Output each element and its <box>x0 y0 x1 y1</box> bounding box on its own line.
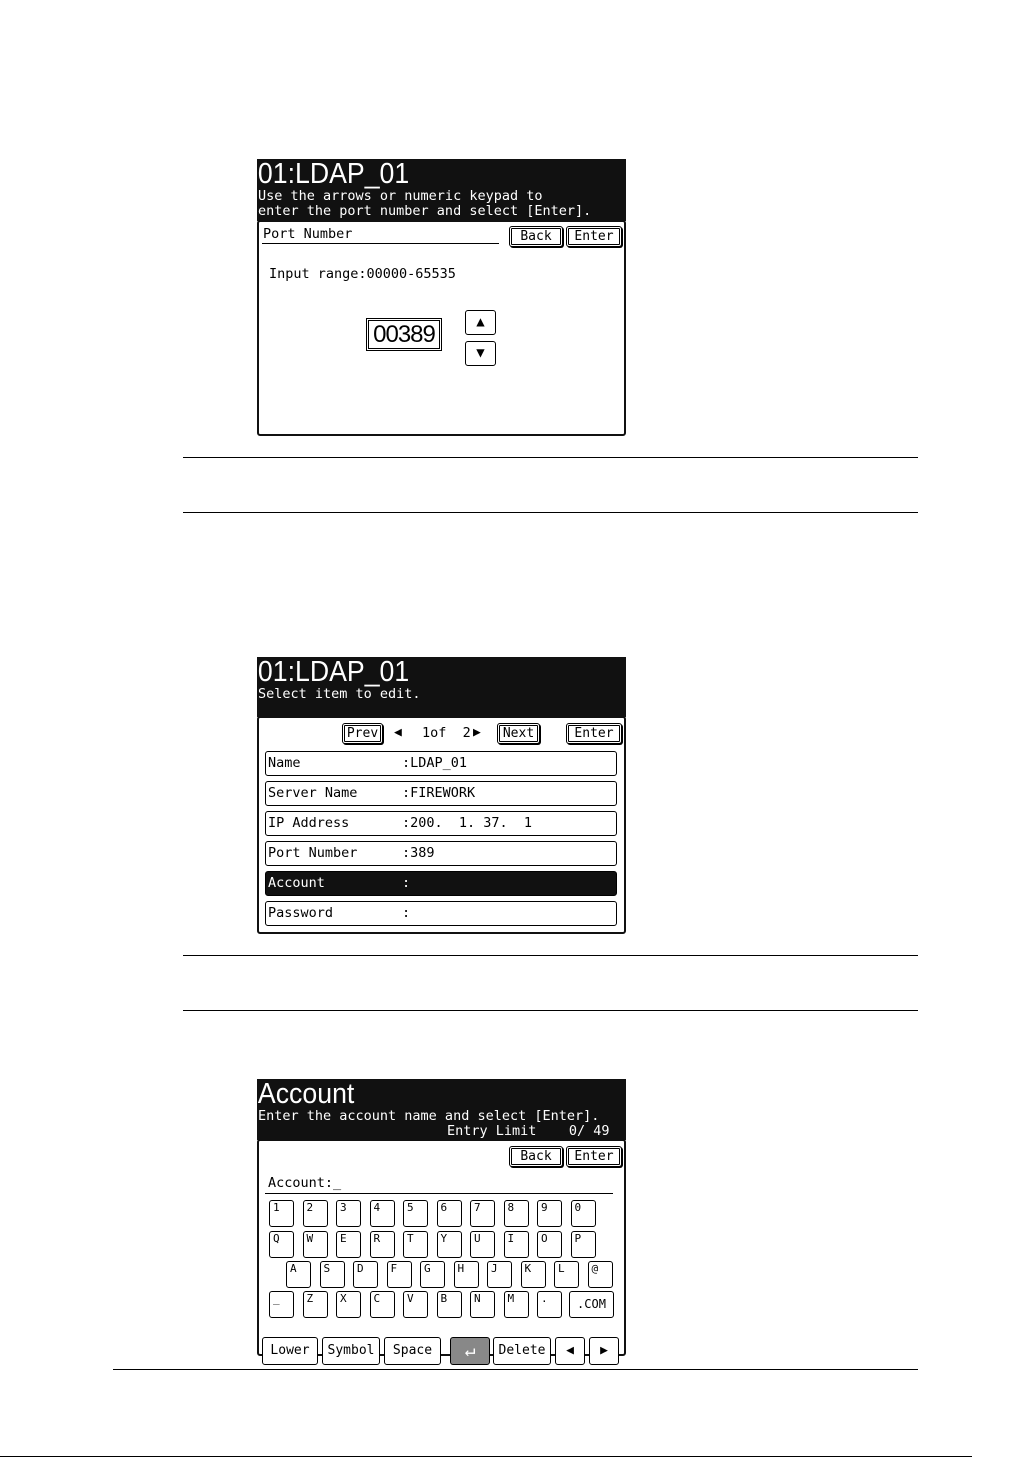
screen-header <box>257 159 626 221</box>
keyboard-key[interactable]: Y <box>437 1231 462 1258</box>
keyboard-key[interactable]: T <box>403 1231 428 1258</box>
keyboard-key[interactable]: D <box>353 1261 378 1288</box>
keyboard-key[interactable]: O <box>537 1231 562 1258</box>
keyboard-key[interactable]: 6 <box>437 1200 462 1227</box>
divider <box>183 512 918 513</box>
symbol-button[interactable]: Symbol <box>322 1337 380 1365</box>
ldap-edit-screen <box>257 657 626 934</box>
screen-header <box>257 1079 626 1140</box>
list-item-port-number[interactable] <box>265 841 617 866</box>
keyboard-key[interactable]: @ <box>588 1261 613 1288</box>
enter-button[interactable]: Enter <box>566 1146 622 1167</box>
cursor-right-button[interactable]: ▶ <box>589 1337 619 1365</box>
keyboard-key[interactable]: C <box>370 1291 395 1318</box>
cursor-left-button[interactable]: ◀ <box>555 1337 585 1365</box>
list-item-server-name[interactable] <box>265 781 617 806</box>
keyboard-key[interactable]: N <box>470 1291 495 1318</box>
keyboard-key[interactable]: 1 <box>269 1200 294 1227</box>
keyboard-key[interactable]: M <box>504 1291 529 1318</box>
instruction-line-1: Enter the account name and select [Enter]. <box>258 1108 600 1124</box>
keyboard-key[interactable]: 7 <box>470 1200 495 1227</box>
list-item-account[interactable] <box>265 871 617 896</box>
instruction-line-1: Use the arrows or numeric keypad to <box>258 188 543 204</box>
back-button[interactable]: Back <box>509 226 563 247</box>
enter-button[interactable]: Enter <box>566 723 622 744</box>
item-value: :389 <box>402 845 435 861</box>
keyboard-key[interactable]: R <box>370 1231 395 1258</box>
account-field[interactable]: Account:_ <box>268 1175 342 1191</box>
item-label: Port Number <box>268 845 358 861</box>
delete-button[interactable]: Delete <box>493 1337 551 1365</box>
left-arrow-icon: ◀ <box>394 725 402 740</box>
list-item-ip-address[interactable] <box>265 811 617 836</box>
prev-button[interactable]: Prev <box>342 723 383 744</box>
keyboard-key[interactable]: J <box>487 1261 512 1288</box>
screen-title: Account <box>257 1078 355 1110</box>
dotcom-key[interactable]: .COM <box>569 1291 614 1318</box>
enter-button[interactable]: Enter <box>566 226 622 247</box>
keyboard-key[interactable]: Q <box>269 1231 294 1258</box>
keyboard-key[interactable]: S <box>320 1261 345 1288</box>
section-rule <box>113 1369 918 1370</box>
input-range: Input range:00000-65535 <box>269 266 456 282</box>
field-label: Port Number <box>263 226 353 242</box>
keyboard-key[interactable]: G <box>420 1261 445 1288</box>
item-label: Name <box>268 755 301 771</box>
input-panel <box>257 220 626 436</box>
keyboard-key[interactable]: P <box>571 1231 596 1258</box>
divider <box>183 1010 918 1011</box>
increment-button[interactable]: ▲ <box>465 310 496 335</box>
keyboard-key[interactable]: 2 <box>303 1200 328 1227</box>
footer-rule <box>0 1456 972 1457</box>
port-value-field[interactable]: 00389 <box>368 320 440 349</box>
item-value: : <box>402 875 411 891</box>
screen-title: 01:LDAP_01 <box>257 656 410 688</box>
item-list-panel <box>257 716 626 934</box>
item-label: Account <box>268 875 325 891</box>
instruction-line-1: Select item to edit. <box>258 686 421 702</box>
port-number-screen <box>257 159 626 436</box>
back-button[interactable]: Back <box>509 1146 563 1167</box>
next-button[interactable]: Next <box>497 723 540 744</box>
decrement-button[interactable]: ▼ <box>465 341 496 366</box>
keyboard-key[interactable]: 3 <box>336 1200 361 1227</box>
keyboard-key[interactable]: F <box>387 1261 412 1288</box>
item-value: :200. 1. 37. 1 <box>402 815 533 831</box>
item-label: Password <box>268 905 334 921</box>
list-item-password[interactable] <box>265 901 617 926</box>
return-key[interactable]: ↵ <box>450 1337 490 1365</box>
instruction-line-2: enter the port number and select [Enter]. <box>258 203 592 219</box>
lower-case-button[interactable]: Lower <box>262 1337 318 1365</box>
divider <box>183 457 918 458</box>
keyboard-key[interactable]: A <box>286 1261 311 1288</box>
item-value: : <box>402 905 411 921</box>
keyboard-key[interactable]: 5 <box>403 1200 428 1227</box>
divider <box>183 955 918 956</box>
keyboard-key[interactable]: 9 <box>537 1200 562 1227</box>
keyboard-key[interactable]: _ <box>269 1291 294 1318</box>
item-value: :LDAP_01 <box>402 755 468 771</box>
keyboard-key[interactable]: 8 <box>504 1200 529 1227</box>
item-label: Server Name <box>268 785 358 801</box>
keyboard-key[interactable]: X <box>336 1291 361 1318</box>
keyboard-key[interactable]: 4 <box>370 1200 395 1227</box>
keyboard-key[interactable]: H <box>454 1261 479 1288</box>
keyboard-key[interactable]: . <box>537 1291 562 1318</box>
keyboard-key[interactable]: 0 <box>571 1200 596 1227</box>
screen-header <box>257 657 626 717</box>
list-item-name[interactable] <box>265 751 617 776</box>
screen-title: 01:LDAP_01 <box>257 158 410 190</box>
space-button[interactable]: Space <box>384 1337 441 1365</box>
keyboard-key[interactable]: Z <box>303 1291 328 1318</box>
entry-limit: Entry Limit 0/ 49 <box>447 1123 610 1139</box>
page-indicator: 1of 2 <box>422 725 471 741</box>
field-underline <box>262 243 499 244</box>
keyboard-key[interactable]: B <box>437 1291 462 1318</box>
keyboard-key[interactable]: W <box>303 1231 328 1258</box>
keyboard-key[interactable]: V <box>403 1291 428 1318</box>
keyboard-key[interactable]: K <box>521 1261 546 1288</box>
item-value: :FIREWORK <box>402 785 476 801</box>
keyboard-key[interactable]: U <box>470 1231 495 1258</box>
keyboard-key[interactable]: L <box>554 1261 579 1288</box>
keyboard-key[interactable]: I <box>504 1231 529 1258</box>
field-underline <box>265 1193 613 1194</box>
right-arrow-icon: ▶ <box>473 725 481 740</box>
keyboard-key[interactable]: E <box>336 1231 361 1258</box>
item-label: IP Address <box>268 815 350 831</box>
